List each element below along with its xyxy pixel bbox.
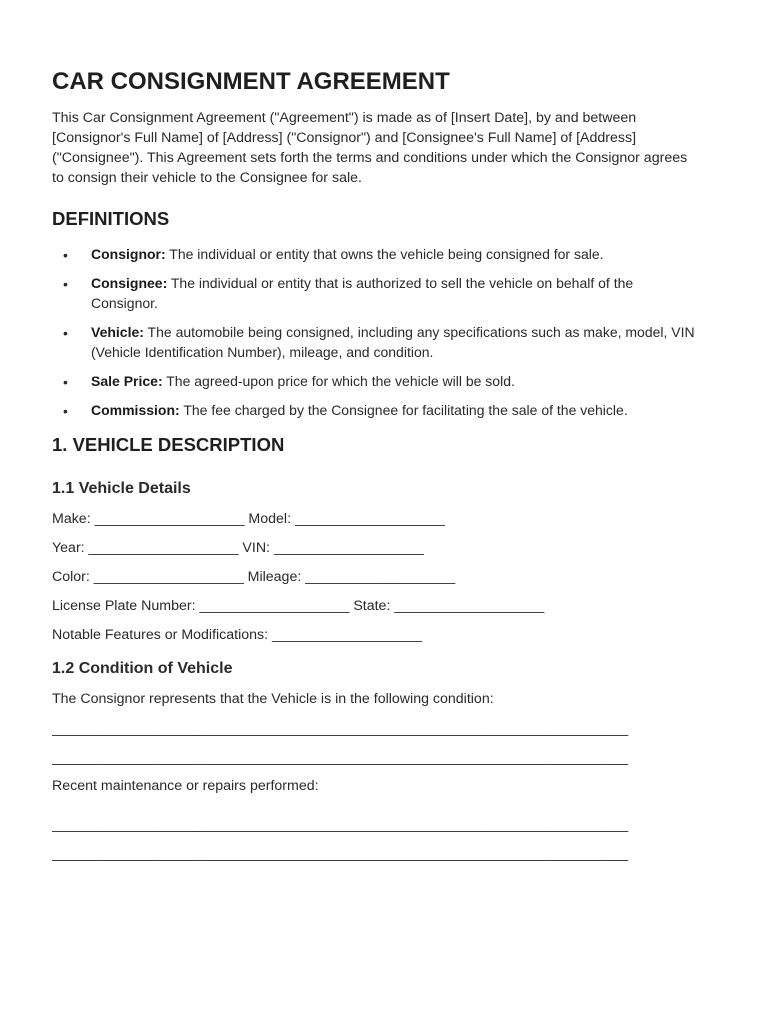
definition-term: Commission: xyxy=(91,402,180,418)
bullet-icon: • xyxy=(63,374,68,390)
definition-item xyxy=(52,322,702,362)
definition-item xyxy=(52,273,702,313)
notable-features-field-line: Notable Features or Modifications: ___________________ xyxy=(52,627,422,643)
maintenance-blank-line: __________________________________________________________________________ xyxy=(52,816,629,832)
subsection-heading-vehicle-details: 1.1 Vehicle Details xyxy=(52,480,191,497)
definition-term: Sale Price: xyxy=(91,373,163,389)
bullet-icon: • xyxy=(63,276,68,292)
document-title: CAR CONSIGNMENT AGREEMENT xyxy=(52,68,450,95)
year-vin-field-line: Year: ___________________ VIN: ___________________ xyxy=(52,540,424,556)
condition-blank-line: __________________________________________________________________________ xyxy=(52,749,629,765)
intro-paragraph: This Car Consignment Agreement ("Agreement") is made as of [Insert Date], by and between [Consignor's Full Name] of [Address] ("Consignor") and [Consignee's Full Name] of [Address] ("Consignee"). This Agreement sets forth the terms and conditions under which the Consignor agrees to consign their vehicle to the Consignee for sale. xyxy=(52,110,688,186)
definition-item xyxy=(52,400,702,420)
definition-item xyxy=(52,244,702,264)
bullet-icon: • xyxy=(63,325,68,341)
definition-term: Vehicle: xyxy=(91,324,144,340)
bullet-icon: • xyxy=(63,403,68,419)
make-model-field-line: Make: ___________________ Model: ___________________ xyxy=(52,511,445,527)
license-state-field-line: License Plate Number: ___________________ State: ___________________ xyxy=(52,598,545,614)
color-mileage-field-line: Color: ___________________ Mileage: ___________________ xyxy=(52,569,456,585)
definitions-heading: DEFINITIONS xyxy=(52,208,170,229)
definition-text: The individual or entity that is authorized to sell the vehicle on behalf of the Consignor. xyxy=(91,275,634,311)
definition-term: Consignor: xyxy=(91,246,166,262)
definitions-list xyxy=(52,244,702,420)
definition-item xyxy=(52,371,702,391)
definition-text: The fee charged by the Consignee for facilitating the sale of the vehicle. xyxy=(179,402,628,418)
definition-text: The automobile being consigned, including any specifications such as make, model, VIN (Vehicle Identification Number), mileage, and condition. xyxy=(91,324,695,360)
definition-text: The individual or entity that owns the vehicle being consigned for sale. xyxy=(165,246,604,262)
condition-label: The Consignor represents that the Vehicle is in the following condition: xyxy=(52,691,494,707)
maintenance-label: Recent maintenance or repairs performed: xyxy=(52,778,319,794)
subsection-heading-condition: 1.2 Condition of Vehicle xyxy=(52,660,233,677)
section-heading-vehicle-description: 1. VEHICLE DESCRIPTION xyxy=(52,434,285,455)
condition-blank-line: __________________________________________________________________________ xyxy=(52,720,629,736)
definition-text: The agreed-upon price for which the vehicle will be sold. xyxy=(162,373,515,389)
bullet-icon: • xyxy=(63,247,68,263)
definition-term: Consignee: xyxy=(91,275,168,291)
maintenance-blank-line: __________________________________________________________________________ xyxy=(52,845,629,861)
document-page xyxy=(52,68,702,863)
